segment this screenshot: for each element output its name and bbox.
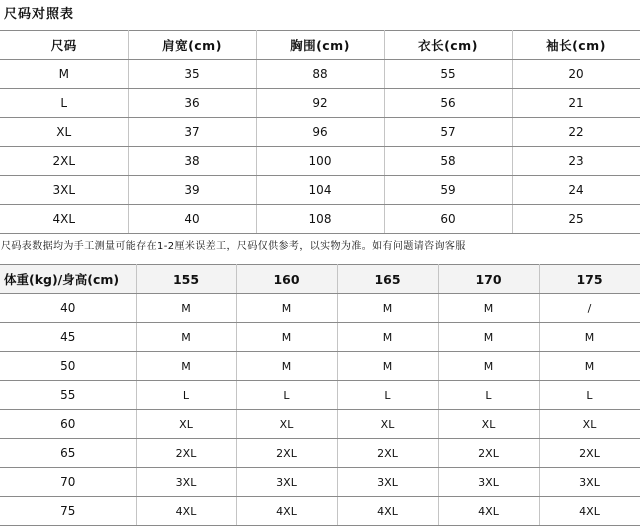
table-cell: M [236,323,337,352]
table-cell: 38 [128,147,256,176]
table-cell: 3XL [0,176,128,205]
column-header: 175 [539,265,640,294]
column-header: 160 [236,265,337,294]
table-cell: 59 [384,176,512,205]
table-cell: 24 [512,176,640,205]
table-cell: 4XL [236,497,337,526]
table-cell: M [136,352,236,381]
column-header: 尺码 [0,31,128,60]
table-row [0,439,640,468]
table-cell: 108 [256,205,384,234]
table-row [0,60,640,89]
table-row [0,118,640,147]
table-cell: 4XL [337,497,438,526]
table-cell: XL [0,118,128,147]
table-row [0,147,640,176]
table-cell: M [337,352,438,381]
table-cell: 104 [256,176,384,205]
table-row [0,381,640,410]
table-cell: L [539,381,640,410]
table-row [0,468,640,497]
table-cell: 2XL [438,439,539,468]
table-cell: M [236,352,337,381]
table-cell: XL [539,410,640,439]
column-header: 袖长(cm) [512,31,640,60]
table-cell: XL [136,410,236,439]
measurement-note: 尺码表数据均为手工测量可能存在1-2厘米误差工，尺码仅供参考，以实物为准。如有问题请咨询客服 [1,241,466,252]
table-cell: 36 [128,89,256,118]
table-cell: 35 [128,60,256,89]
table-cell: 55 [0,381,136,410]
table-row [0,352,640,381]
table-row [0,294,640,323]
table-row [0,323,640,352]
table-cell: 37 [128,118,256,147]
table-cell: 3XL [136,468,236,497]
table-cell: XL [438,410,539,439]
table-cell: M [0,60,128,89]
table-cell: M [438,294,539,323]
table-cell: 50 [0,352,136,381]
table-cell: M [136,294,236,323]
table-cell: 4XL [136,497,236,526]
column-header: 胸围(cm) [256,31,384,60]
table-cell: 2XL [539,439,640,468]
table-cell: 2XL [136,439,236,468]
column-header: 肩宽(cm) [128,31,256,60]
table-cell: 40 [128,205,256,234]
table-cell: M [438,323,539,352]
size-recommendation-table [0,264,640,526]
table-cell: L [337,381,438,410]
table-cell: 100 [256,147,384,176]
header-row [0,265,640,294]
table-cell: 21 [512,89,640,118]
table-cell: L [136,381,236,410]
table-cell: 4XL [438,497,539,526]
table-cell: M [136,323,236,352]
table-cell: 4XL [539,497,640,526]
table-cell: 75 [0,497,136,526]
table-cell: 4XL [0,205,128,234]
table-cell: 25 [512,205,640,234]
table-cell: 55 [384,60,512,89]
table-cell: 65 [0,439,136,468]
table-cell: XL [236,410,337,439]
table-cell: 40 [0,294,136,323]
size-chart-table [0,30,640,234]
table-cell: 3XL [539,468,640,497]
table-cell: 20 [512,60,640,89]
table-cell: 3XL [337,468,438,497]
table-row [0,410,640,439]
table-cell: 3XL [438,468,539,497]
table-cell: M [539,352,640,381]
table-cell: 58 [384,147,512,176]
table-cell: 70 [0,468,136,497]
table-cell: 88 [256,60,384,89]
table-cell: L [438,381,539,410]
header-row [0,31,640,60]
table-cell: 39 [128,176,256,205]
table-cell: 56 [384,89,512,118]
table-cell: M [236,294,337,323]
page-title: 尺码对照表 [4,7,75,22]
table-cell: 2XL [337,439,438,468]
column-header: 衣长(cm) [384,31,512,60]
table-row [0,205,640,234]
table-cell: L [0,89,128,118]
table-cell: 3XL [236,468,337,497]
table-cell: M [337,294,438,323]
table-cell: M [337,323,438,352]
table-cell: 23 [512,147,640,176]
table-cell: 2XL [0,147,128,176]
table-row [0,176,640,205]
table-cell: 96 [256,118,384,147]
table-row [0,89,640,118]
table-cell: / [539,294,640,323]
table-cell: 22 [512,118,640,147]
table-cell: M [539,323,640,352]
column-header: 体重(kg)/身高(cm) [0,265,136,294]
table-cell: M [438,352,539,381]
table-cell: L [236,381,337,410]
table-cell: 92 [256,89,384,118]
table-cell: 60 [384,205,512,234]
table-cell: 2XL [236,439,337,468]
table-cell: 45 [0,323,136,352]
table-cell: 60 [0,410,136,439]
table-row [0,497,640,526]
column-header: 170 [438,265,539,294]
table-cell: XL [337,410,438,439]
table-cell: 57 [384,118,512,147]
column-header: 165 [337,265,438,294]
column-header: 155 [136,265,236,294]
